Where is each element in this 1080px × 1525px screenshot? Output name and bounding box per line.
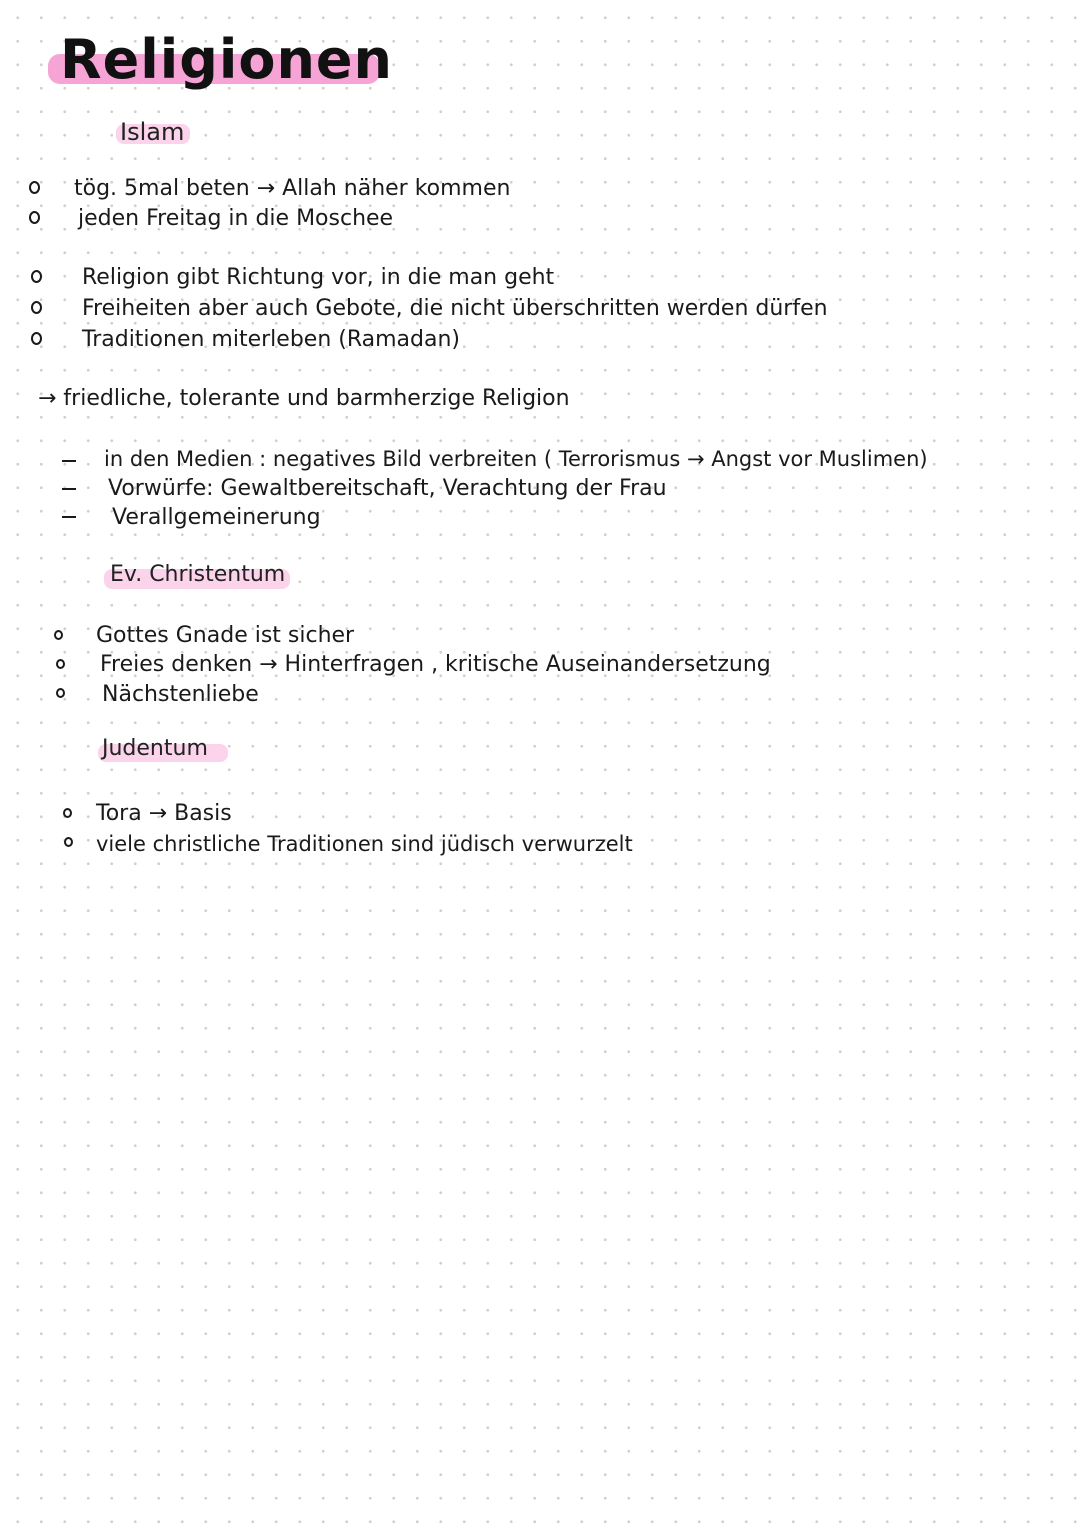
bullet-icon — [29, 181, 40, 194]
bullet-icon — [31, 332, 42, 345]
christentum-item-1: Gottes Gnade ist sicher — [96, 623, 355, 648]
islam-criticism-3: Verallgemeinerung — [112, 505, 321, 530]
judentum-item-2: viele christliche Traditionen sind jüdisch verwurzelt — [96, 832, 633, 856]
islam-item-4: Freiheiten aber auch Gebote, die nicht überschritten werden dürfen — [82, 296, 828, 321]
bullet-icon — [29, 211, 40, 224]
christentum-item-2: Freies denken → Hinterfragen , kritische Auseinandersetzung — [100, 652, 771, 677]
islam-item-2: jeden Freitag in die Moschee — [78, 206, 394, 231]
judentum-heading: Judentum — [102, 736, 208, 761]
dash-icon — [62, 488, 76, 490]
bullet-icon — [31, 270, 42, 283]
christentum-heading: Ev. Christentum — [110, 562, 286, 587]
bullet-icon — [63, 808, 72, 818]
islam-item-5: Traditionen miterleben (Ramadan) — [82, 327, 461, 352]
islam-item-1: tög. 5mal beten → Allah näher kommen — [74, 176, 511, 201]
islam-heading: Islam — [120, 118, 185, 146]
bullet-icon — [56, 659, 65, 669]
page-title: Religionen — [60, 28, 393, 91]
dash-icon — [62, 460, 76, 462]
islam-criticism-2: Vorwürfe: Gewaltbereitschaft, Verachtung der Frau — [108, 476, 667, 501]
bullet-icon — [64, 837, 73, 847]
islam-conclusion: → friedliche, tolerante und barmherzige Religion — [38, 386, 570, 411]
dash-icon — [62, 516, 76, 518]
bullet-icon — [56, 688, 65, 698]
judentum-item-1: Tora → Basis — [96, 801, 232, 826]
christentum-item-3: Nächstenliebe — [102, 682, 259, 707]
bullet-icon — [54, 630, 63, 640]
bullet-icon — [31, 301, 42, 314]
islam-item-3: Religion gibt Richtung vor, in die man geht — [82, 265, 555, 290]
islam-criticism-1: in den Medien : negatives Bild verbreiten ( Terrorismus → Angst vor Muslimen) — [104, 447, 928, 471]
